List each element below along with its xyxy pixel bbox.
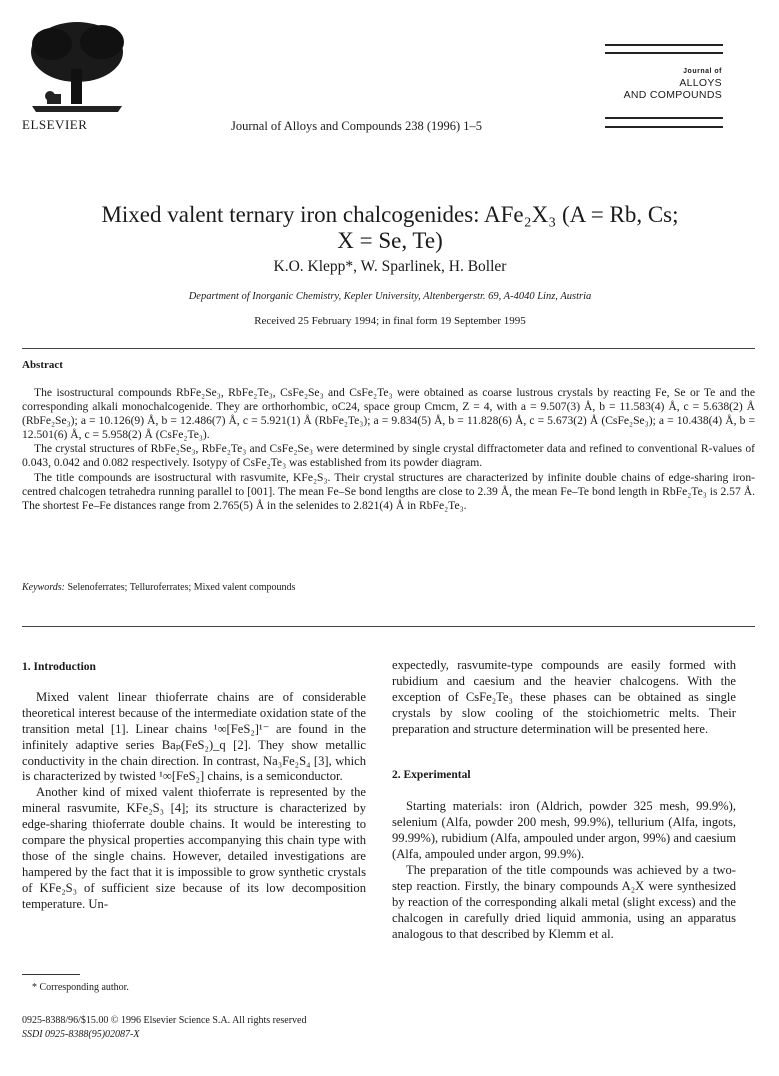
divider (22, 626, 755, 627)
abstract-paragraph: The isostructural compounds RbFe₂Se₃, RbFe₂Te₃, CsFe₂Se₃ and CsFe₂Te₃ were obtained as coarse lustrous crystals by reacting Fe, Se or Te and the corresponding alkali monochalcogenide. They are orthorhombic, oC24, space group Cmcm, Z = 4, with a = 9.507(3) Å, b = 11.583(4) Å, c = 5.638(2) Å (RbFe₂Se₃); a = 10.126(9) Å, b = 12.486(7) Å, c = 5.921(1) Å (RbFe₂Te₃); a = 9.834(5) Å, b = 11.828(6) Å, c = 5.673(2) Å (CsFe₂Se₃); a = 10.438(4) Å, b = 12.501(6) Å, c = 5.958(2) Å (CsFe₂Te₃). (22, 386, 755, 442)
affiliation: Department of Inorganic Chemistry, Kepler University, Altenbergerstr. 69, A-4040 Linz, Austria (188, 291, 592, 302)
journal-citation: Journal of Alloys and Compounds 238 (1996) 1–5 (231, 119, 483, 133)
body-paragraph: Mixed valent linear thioferrate chains are of considerable theoretical interest because of the intermediate oxidation state of the transition metal [1]. Linear chains ¹∞[FeS₂]¹⁻ are found in the infinitely adaptive series Baₚ(FeS₂)_q [2]. They show metallic conductivity in the chain direction. In contrast, Na₃Fe₂S₄ [3], which is characterized by twisted ¹∞[FeS₂] chains, is a semiconductor. (22, 689, 366, 784)
copyright-line: 0925-8388/96/$15.00 © 1996 Elsevier Science S.A. All rights reserved (22, 1015, 307, 1026)
body-paragraph: The preparation of the title compounds was achieved by a two-step reaction. Firstly, the binary compounds A₂X were synthesized by reaction of the corresponding alkali metal (slight excess) and the chalcogen in carefully dried liquid ammonia, using an apparatus analogous to that described by Klemm et al. (392, 863, 736, 941)
section-heading-experimental: 2. Experimental (392, 768, 471, 781)
elsevier-tree-logo (22, 14, 132, 114)
received-dates: Received 25 February 1994; in final form 19 September 1995 (254, 315, 526, 327)
left-column (22, 660, 366, 913)
section-heading-introduction: 1. Introduction (22, 661, 96, 673)
keywords (22, 582, 295, 593)
paper-title-line1: Mixed valent ternary iron chalcogenides: AFe₂X₃ (A = Rb, Cs; (101, 202, 679, 227)
journal-logo-rule (605, 52, 723, 54)
authors: K.O. Klepp*, W. Sparlinek, H. Boller (273, 258, 507, 275)
abstract-heading: Abstract (22, 359, 63, 371)
abstract-body (22, 386, 755, 513)
footnote-rule (22, 974, 80, 975)
body-paragraph: expectedly, rasvumite-type compounds are easily formed with rubidium and caesium and the heavier chalcogens. With the exception of CsFe₂Te₃ these phases can be obtained as single crystals by slow cooling of the stoichiometric melts. Their preparation and structure determination will be presented here. (392, 658, 736, 736)
keywords-text: Selenoferrates; Telluroferrates; Mixed valent compounds (67, 582, 296, 593)
journal-logo-rule (605, 44, 723, 46)
keywords-label: Keywords: (22, 582, 65, 593)
body-paragraph: Starting materials: iron (Aldrich, powder 325 mesh, 99.9%), selenium (Alfa, powder 200 mesh, 99.9%), tellurium (Alfa, ingots, 99.99%), rubidium (Alfa, ampouled under argon, 99%) and caesium (Alfa, ampouled under argon, 99.9%). (392, 799, 736, 862)
abstract-paragraph: The title compounds are isostructural with rasvumite, KFe₂S₃. Their crystal structures are characterized by infinite double chains of edge-sharing iron-centred chalcogen tetrahedra running parallel to [001]. The mean Fe–Se bond lengths are close to 2.39 Å, the mean Fe–Te bond length in RbFe₂Te₃ is 2.57 Å. The shortest Fe–Fe distances range from 2.765(5) Å in the selenides to 2.821(4) Å in RbFe₂Te₃. (22, 470, 755, 512)
body-paragraph: Another kind of mixed valent thioferrate is represented by the mineral rasvumite, KFe₂S₃ [4]; its structure is characterized by edge-sharing thioferrate double chains. It would be interesting to compare the physical properties accompanying this chain type with those of the single chains. However, detailed investigations are hampered by the fact that it is impossible to grow synthetic crystals of KFe₂S₃ of sufficient size because of its low decomposition temperature. Un- (22, 785, 366, 911)
journal-logo-rule (605, 117, 723, 119)
right-column (392, 658, 736, 943)
paper-title-line2: X = Se, Te) (337, 228, 443, 253)
journal-logo-rule (605, 126, 723, 128)
ssdi-line: SSDI 0925-8388(95)02087-X (22, 1029, 140, 1040)
publisher-name: ELSEVIER (22, 117, 88, 132)
copyright (22, 1014, 307, 1042)
journal-logo-line1: ALLOYS (679, 77, 722, 89)
divider (22, 348, 755, 349)
footnote: * Corresponding author. (32, 982, 129, 993)
journal-logo-line2: AND COMPOUNDS (623, 89, 722, 101)
journal-logo-small: Journal of (683, 68, 722, 75)
abstract-paragraph: The crystal structures of RbFe₂Se₃, RbFe₂Te₃ and CsFe₂Se₃ were determined by single crystal diffractometer data and refined to conventional R-values of 0.043, 0.042 and 0.082 respectively. Isotypy of CsFe₂Te₃ was established from its powder diagram. (22, 442, 755, 470)
